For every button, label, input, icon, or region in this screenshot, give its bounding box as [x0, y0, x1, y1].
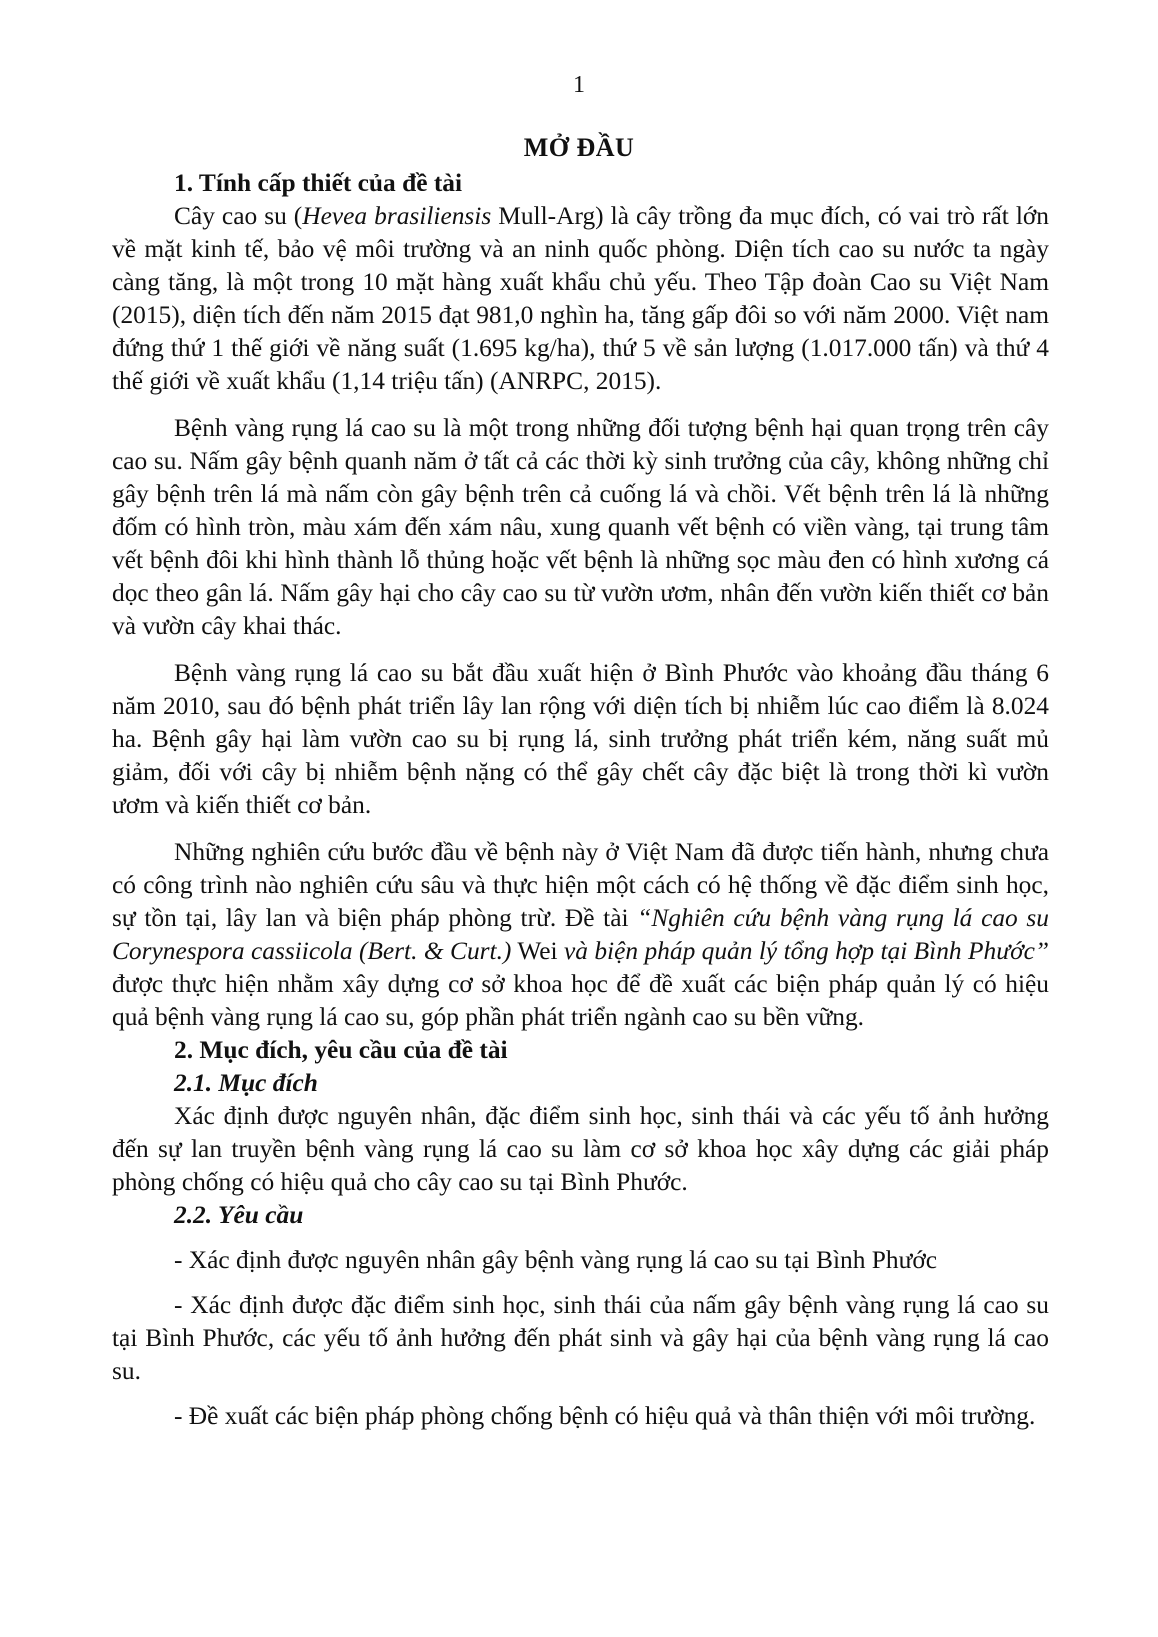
requirement-item-3: - Đề xuất các biện pháp phòng chống bệnh có hiệu quả và thân thiện với môi trường. — [174, 1402, 1036, 1430]
project-title-part-2: và biện pháp quản lý tổng hợp tại Bình Phước” — [564, 937, 1050, 965]
paragraph-4-rest: được thực hiện nhằm xây dựng cơ sở khoa học để đề xuất các biện pháp quản lý có hiệu quả bệnh vàng rụng lá cao su, góp phần phát triển ngành cao su bền vững. — [112, 970, 1049, 1031]
project-title-part-1: “Nghiên cứu bệnh vàng rụng lá cao su Corynespora cassiicola (Bert. & Curt.) — [112, 904, 1049, 965]
document-body — [112, 167, 1049, 1433]
section-1-heading: 1. Tính cấp thiết của đề tài — [174, 169, 463, 197]
paragraph-1 — [112, 200, 1049, 398]
paragraph-1-rest: Mull-Arg) là cây trồng đa mục đích, có vai trò rất lớn về mặt kinh tế, bảo vệ môi trường và an ninh quốc phòng. Diện tích cao su nước ta ngày càng tăng, là một trong 10 mặt hàng xuất khẩu chủ yếu. Theo Tập đoàn Cao su Việt Nam (2015), diện tích đến năm 2015 đạt 981,0 nghìn ha, tăng gấp đôi so với năm 2000. Việt nam đứng thứ 1 thế giới về năng suất (1.695 kg/ha), thứ 5 về sản lượng (1.017.000 tấn) và thứ 4 thế giới về xuất khẩu (1,14 triệu tấn) (ANRPC, 2015). — [112, 202, 1049, 395]
subsection-2-2-heading: 2.2. Yêu cầu — [174, 1201, 304, 1229]
author-wei: Wei — [511, 937, 564, 965]
requirement-item-1: - Xác định được nguyên nhân gây bệnh vàng rụng lá cao su tại Bình Phước — [174, 1246, 938, 1274]
purpose-text: Xác định được nguyên nhân, đặc điểm sinh học, sinh thái và các yếu tố ảnh hưởng đến sự lan truyền bệnh vàng rụng lá cao su làm cơ sở khoa học xây dựng các giải pháp phòng chống có hiệu quả cho cây cao su tại Bình Phước. — [112, 1102, 1049, 1196]
species-name: Hevea brasiliensis — [302, 202, 492, 230]
paragraph-2: Bệnh vàng rụng lá cao su là một trong những đối tượng bệnh hại quan trọng trên cây cao su. Nấm gây bệnh quanh năm ở tất cả các thời kỳ sinh trưởng của cây, không những chỉ gây bệnh trên lá mà nấm còn gây bệnh trên cả cuống lá và chồi. Vết bệnh trên lá là những đốm có hình tròn, màu xám đến xám nâu, xung quanh vết bệnh có viền vàng, tại trung tâm vết bệnh đôi khi hình thành lỗ thủng hoặc vết bệnh là những sọc màu đen có hình xương cá dọc theo gân lá. Nấm gây hại cho cây cao su từ vườn ươm, nhân đến vườn kiến thiết cơ bản và vườn cây khai thác. — [112, 414, 1049, 640]
paragraph-4 — [112, 836, 1049, 1034]
section-2-heading: 2. Mục đích, yêu cầu của đề tài — [174, 1036, 508, 1064]
paragraph-4-start: Những nghiên cứu bước đầu về bệnh này ở Việt Nam đã được tiến hành, nhưng chưa có công trình nào nghiên cứu sâu và thực hiện một cách có hệ thống về đặc điểm sinh học, sự tồn tại, lây lan và biện pháp phòng trừ. Đề tài — [112, 838, 1049, 932]
page-number: 1 — [573, 72, 585, 98]
subsection-2-1-heading: 2.1. Mục đích — [174, 1069, 318, 1097]
requirement-item-2: - Xác định được đặc điểm sinh học, sinh thái của nấm gây bệnh vàng rụng lá cao su tại Bình Phước, các yếu tố ảnh hưởng đến phát sinh và gây hại của bệnh vàng rụng lá cao su. — [112, 1291, 1049, 1385]
paragraph-3: Bệnh vàng rụng lá cao su bắt đầu xuất hiện ở Bình Phước vào khoảng đầu tháng 6 năm 2010, sau đó bệnh phát triển lây lan rộng với diện tích bị nhiễm lúc cao điểm là 8.024 ha. Bệnh gây hại làm vườn cao su bị rụng lá, sinh trưởng phát triển kém, năng suất mủ giảm, đối với cây bị nhiễm bệnh nặng có thể gây chết cây đặc biệt là trong thời kì vườn ươm và kiến thiết cơ bản. — [112, 659, 1049, 819]
paragraph-1-start: Cây cao su ( — [174, 202, 303, 230]
page-title: MỞ ĐẦU — [523, 133, 635, 162]
